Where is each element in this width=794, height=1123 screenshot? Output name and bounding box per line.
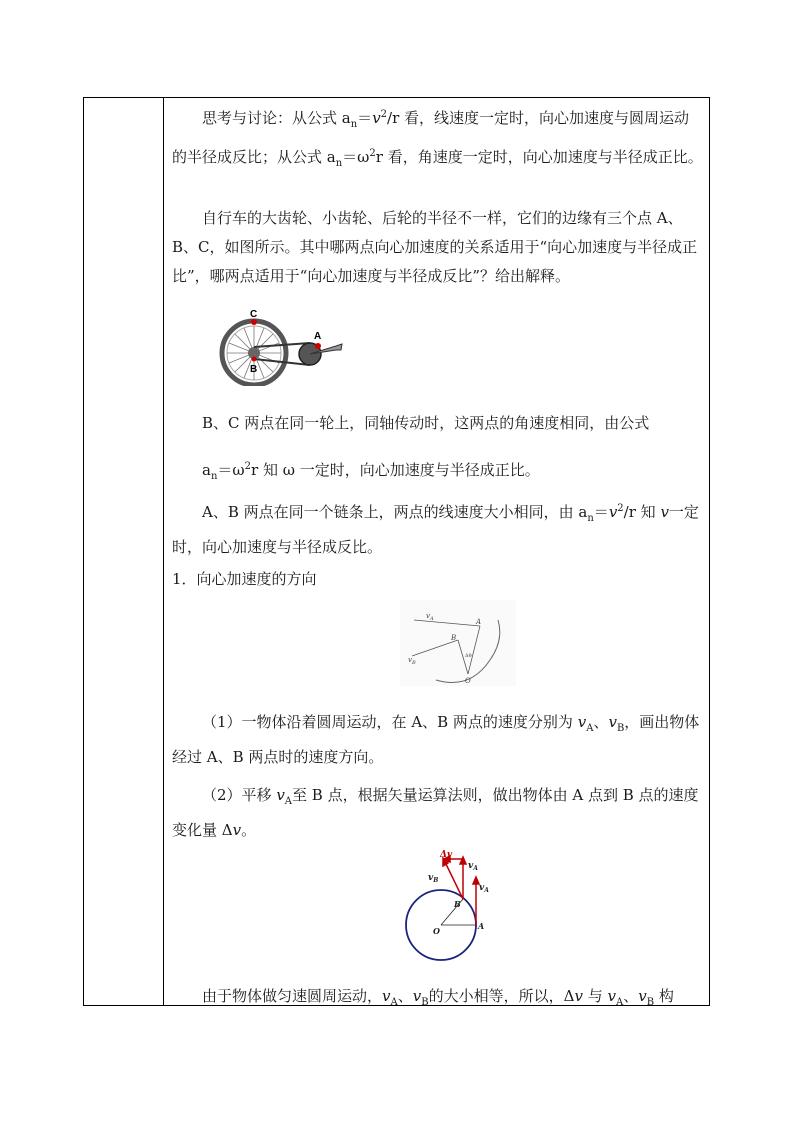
lesson-table (83, 97, 710, 1006)
angle-label: Δθ (465, 653, 472, 659)
ab-explanation-paragraph: A、B 两点在同一个链条上，两点的线速度大小相同，由 $a_n=v^2/r$ 知 v一定时，向心加速度与半径成反比。 (172, 503, 699, 556)
bicycle-question-paragraph: 自行车的大齿轮、小齿轮、后轮的半径不一样，它们的边缘有三个点 A、B、C，如图所示。其中哪两点向心加速度的关系适用于“向心加速度与半径成正比”，哪两点适用于“向心加速度与半径成反比”？给出解释。 (172, 209, 698, 285)
velocity-direction-figure (400, 600, 516, 686)
vb-label: $v_B$ (428, 873, 439, 884)
column-divider (163, 98, 164, 1005)
section-heading: 1．向心加速度的方向 (172, 570, 317, 588)
o-label: O (465, 677, 471, 685)
conclusion-paragraph: 由于物体做匀速圆周运动，$v_A$、$v_B$的大小相等，所以，Δv 与 $v_A$、$v_B$ 构 (202, 987, 674, 1008)
velocity-change-figure (404, 848, 506, 966)
a-label: A (476, 618, 482, 626)
b-label: B (454, 899, 461, 909)
o-label: O (433, 926, 440, 936)
label-c: C (250, 309, 258, 320)
a-label: A (478, 921, 485, 931)
bc-explanation-paragraph: B、C 两点在同一轮上，同轴传动时，这两点的角速度相同，由公式 (202, 414, 650, 432)
vb-label: $v_B$ (408, 656, 416, 666)
va-label: $v_A$ (426, 612, 434, 622)
bc-formula-paragraph: $a_n=\omega^2r$ 知 ω 一定时，向心加速度与半径成正比。 (202, 461, 540, 482)
va-top-label: $v_A$ (468, 861, 478, 872)
point-b-marker (252, 357, 257, 362)
label-a: A (314, 331, 322, 342)
label-b: B (250, 364, 258, 375)
step2-paragraph: （2）平移 $v_A$至 B 点，根据矢量运算法则，做出物体由 A 点到 B 点的速度变化量 Δv。 (172, 786, 699, 839)
va-right-label: $v_A$ (479, 883, 489, 894)
delta-v-label: Δv (440, 850, 453, 860)
point-a-marker (315, 343, 321, 349)
discussion-paragraph: 思考与讨论：从公式 $a_n=v^2/r$ 看，线速度一定时，向心加速度与圆周运动的半径成反比；从公式 $a_n=\omega^2r$ 看，角速度一定时，向心加速度与半径成正比。 (172, 109, 703, 169)
bicycle-gear-figure (214, 306, 354, 386)
b-label: B (451, 634, 457, 642)
step1-paragraph: （1）一物体沿着圆周运动，在 A、B 两点的速度分别为 $v_A$、$v_B$，画出物体经过 A、B 两点时的速度方向。 (172, 713, 700, 766)
